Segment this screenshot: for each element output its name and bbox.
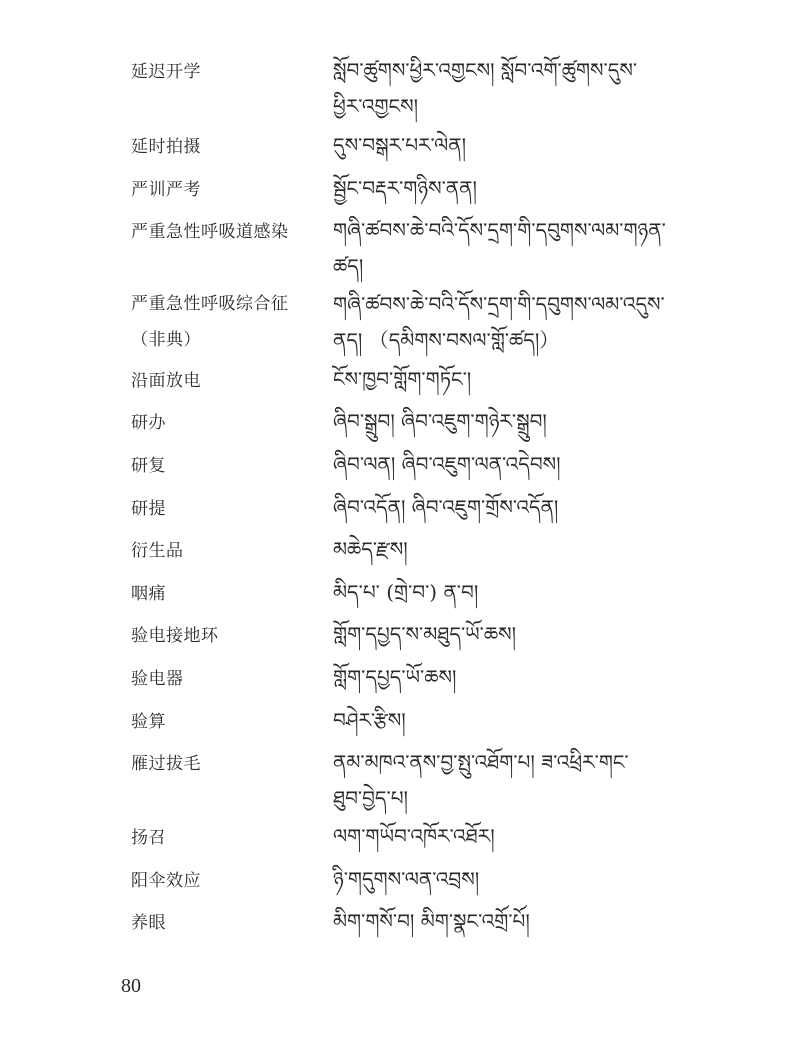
entry-definition: གློག་དཔྱད་ས་མཐུད་ཡོ་ཆས། [333, 622, 517, 646]
entry-definition: ཞིབ་འདོན། ཞིབ་འཇུག་གྲོས་འདོན། [333, 495, 559, 519]
entry-definition: མིག་གསོ་བ། མིག་སྣང་འགྲོ་པོ། [333, 909, 530, 933]
entry-term: 验算 [131, 712, 166, 732]
entry-definition: མཆེད་རྫས། [333, 537, 408, 561]
entry-term: 阳伞效应 [131, 871, 201, 891]
entry-term: 延迟开学 [131, 62, 201, 82]
entry-term: 延时拍摄 [131, 137, 201, 157]
entry-definition: སྦྱོང་བརྡར་གཉིས་ནན། [333, 176, 477, 200]
entry-term: 咽痛 [131, 584, 166, 604]
entry-definition: ལག་གཡོབ་འཁོར་འཐོར། [333, 824, 495, 848]
entry-term: 验电器 [131, 669, 184, 689]
entry-term: 验电接地环 [131, 626, 219, 646]
entry-definition: མིད་པ་ (གྲེ་བ་) ན་བ། [333, 580, 479, 604]
entry-term: 雁过拔毛 [131, 754, 201, 774]
entry-term: 严重急性呼吸综合征 （非典） [131, 294, 289, 350]
entry-definition: བཤེར་རྩིས། [333, 708, 406, 732]
entry-definition: གཞི་ཚབས་ཆེ་བའི་དོས་དྲག་གི་དབུགས་ལམ་གཉན་ ཚད། [333, 218, 666, 278]
entry-definition: དུས་བསྒར་པར་ལེན། [333, 133, 467, 157]
entry-definition: ཞིབ་སྒྲུབ། ཞིབ་འཇུག་གཉེར་སྒྲུབ། [333, 409, 547, 433]
entry-definition: ངོས་ཁྱབ་གློག་གཏོང་། [333, 367, 472, 391]
entry-term: 沿面放电 [131, 371, 201, 391]
entry-definition: སློབ་ཚུགས་ཕྱིར་འགྱངས། སློབ་འགོ་ཚུགས་དུས་ ཕྱིར་འགྱངས། [333, 58, 638, 118]
entry-term: 研复 [131, 456, 166, 476]
entry-definition: ནམ་མཁའ་ནས་བྱ་སྤུ་འཐོག་པ། ཟ་འཕྲིར་གང་ ཐུབ་བྱེད་པ། [333, 750, 629, 810]
entry-term: 衍生品 [131, 541, 184, 561]
page-number: 80 [121, 975, 141, 997]
entry-term: 研办 [131, 413, 166, 433]
entry-term: 严训严考 [131, 180, 201, 200]
entry-definition: གཞི་ཚབས་ཆེ་བའི་དོས་དྲག་གི་དབུགས་ལམ་འདུས་ ནད། （དམིགས་བསལ་གློ་ཚད།） [333, 292, 665, 352]
entry-term: 养眼 [131, 913, 166, 933]
entry-term: 研提 [131, 499, 166, 519]
entry-definition: ཞིབ་ལན། ཞིབ་འཇུག་ལན་འདེབས། [333, 452, 561, 476]
entry-term: 严重急性呼吸道感染 [131, 222, 289, 242]
entry-term: 扬召 [131, 828, 166, 848]
entry-definition: ཉི་གདུགས་ལན་འབྲས། [333, 867, 480, 891]
entry-definition: གློག་དཔྱད་ཡོ་ཆས། [333, 665, 457, 689]
